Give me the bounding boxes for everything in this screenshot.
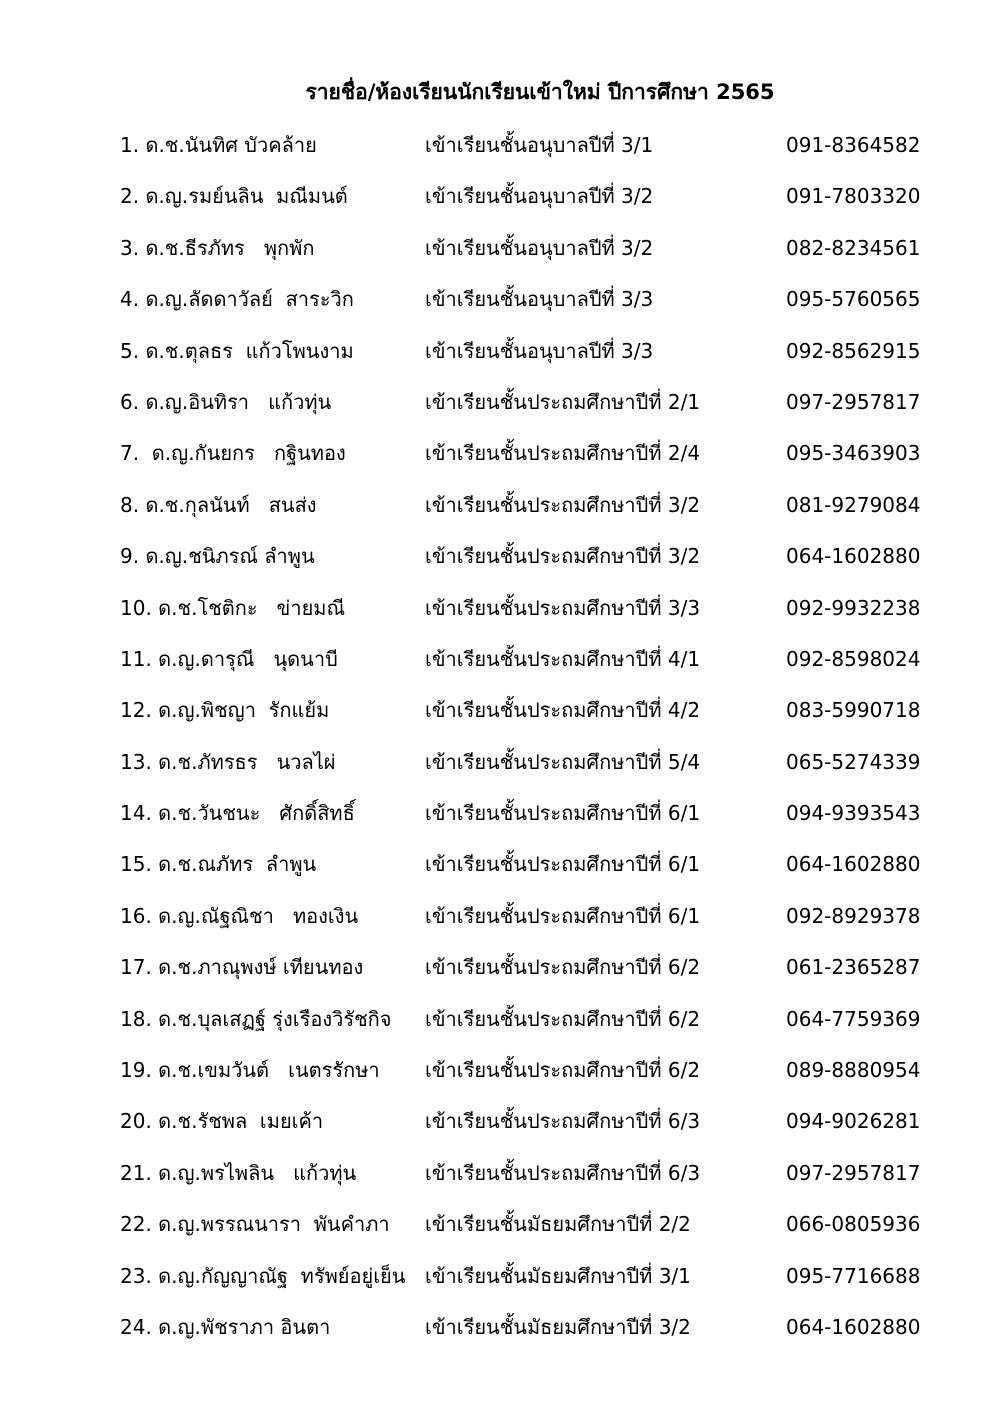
student-name: ด.ญ.ชนิภรณ์ ลำพูน — [145, 544, 315, 569]
student-number-and-name — [120, 287, 354, 311]
student-class: เข้าเรียนชั้นประถมศึกษาปีที่ 4/1 — [425, 646, 701, 671]
student-row — [0, 1149, 1000, 1200]
student-number: 1. — [120, 133, 140, 157]
student-number-and-name — [120, 750, 336, 774]
student-number-and-name — [120, 596, 345, 620]
student-row — [0, 584, 1000, 635]
student-class: เข้าเรียนชั้นมัธยมศึกษาปีที่ 2/2 — [425, 1212, 691, 1237]
student-number: 19. — [120, 1058, 152, 1083]
student-number-and-name — [120, 1109, 323, 1133]
student-number: 11. — [120, 646, 152, 671]
student-number: 18. — [120, 1006, 152, 1031]
student-name: ด.ช.ธีรภัทร พุกพัก — [145, 235, 315, 260]
student-phone: 092-8598024 — [786, 646, 921, 671]
student-class: เข้าเรียนชั้นประถมศึกษาปีที่ 6/1 — [425, 852, 701, 877]
student-number: 9. — [120, 544, 140, 569]
student-number-and-name — [120, 133, 317, 157]
student-class: เข้าเรียนชั้นประถมศึกษาปีที่ 6/2 — [425, 1006, 701, 1031]
student-row — [0, 532, 1000, 583]
student-row — [0, 172, 1000, 223]
student-row — [0, 738, 1000, 789]
student-number-and-name — [120, 955, 363, 979]
student-number: 4. — [120, 287, 140, 312]
student-number: 23. — [120, 1263, 152, 1288]
student-phone: 064-1602880 — [786, 852, 921, 877]
student-name: ด.ญ.พรไพลิน แก้วทุ่น — [158, 1160, 357, 1185]
student-row — [0, 481, 1000, 532]
student-name: ด.ญ.พัชราภา อินตา — [158, 1314, 331, 1339]
student-class: เข้าเรียนชั้นประถมศึกษาปีที่ 3/3 — [425, 595, 701, 620]
student-name: ด.ญ.อินทิรา แก้วทุ่น — [145, 389, 332, 414]
student-class: เข้าเรียนชั้นประถมศึกษาปีที่ 6/3 — [425, 1160, 701, 1185]
student-class: เข้าเรียนชั้นประถมศึกษาปีที่ 4/2 — [425, 698, 701, 723]
student-row — [0, 943, 1000, 994]
student-class: เข้าเรียนชั้นอนุบาลปีที่ 3/3 — [425, 287, 654, 312]
student-number: 10. — [120, 595, 152, 620]
student-row — [0, 429, 1000, 480]
student-number-and-name — [120, 1212, 390, 1236]
student-phone: 094-9393543 — [786, 801, 921, 826]
student-phone: 097-2957817 — [786, 1160, 921, 1185]
student-number: 6. — [120, 389, 140, 414]
student-row — [0, 1252, 1000, 1303]
student-number-and-name — [120, 904, 358, 928]
student-name: ด.ญ.ณัฐณิชา ทองเงิน — [158, 903, 359, 928]
student-phone: 094-9026281 — [786, 1109, 921, 1134]
student-phone: 083-5990718 — [786, 698, 921, 723]
student-number: 8. — [120, 492, 140, 517]
student-row — [0, 224, 1000, 275]
student-number: 15. — [120, 852, 152, 877]
student-class: เข้าเรียนชั้นอนุบาลปีที่ 3/1 — [425, 133, 654, 157]
student-number: 17. — [120, 955, 152, 980]
student-phone: 091-8364582 — [786, 133, 921, 157]
student-phone: 089-8880954 — [786, 1058, 921, 1083]
student-number: 2. — [120, 184, 140, 209]
student-phone: 082-8234561 — [786, 235, 921, 260]
student-phone: 081-9279084 — [786, 492, 921, 517]
student-number: 7. — [120, 441, 140, 466]
student-row — [0, 1046, 1000, 1097]
student-class: เข้าเรียนชั้นประถมศึกษาปีที่ 2/1 — [425, 389, 701, 414]
student-class: เข้าเรียนชั้นประถมศึกษาปีที่ 6/3 — [425, 1109, 701, 1134]
student-class: เข้าเรียนชั้นประถมศึกษาปีที่ 6/2 — [425, 1058, 701, 1083]
student-class: เข้าเรียนชั้นประถมศึกษาปีที่ 5/4 — [425, 749, 701, 774]
student-number-and-name — [120, 1264, 405, 1288]
student-phone: 091-7803320 — [786, 184, 921, 209]
student-number: 20. — [120, 1109, 152, 1134]
student-row — [0, 789, 1000, 840]
student-name: ด.ญ.พิชญา รักแย้ม — [158, 698, 330, 723]
student-phone: 064-7759369 — [786, 1006, 921, 1031]
student-number-and-name — [120, 493, 317, 517]
student-row — [0, 1200, 1000, 1251]
student-number: 12. — [120, 698, 152, 723]
student-phone: 092-9932238 — [786, 595, 921, 620]
student-name: ด.ช.กุลนันท์ สนส่ง — [145, 492, 317, 517]
student-name: ด.ช.ณภัทร ลำพูน — [158, 852, 317, 877]
student-phone: 092-8929378 — [786, 903, 921, 928]
student-phone: 092-8562915 — [786, 338, 921, 363]
student-number-and-name — [120, 1007, 392, 1031]
student-phone: 097-2957817 — [786, 389, 921, 414]
student-number: 22. — [120, 1212, 152, 1237]
student-number-and-name — [120, 698, 329, 722]
student-class: เข้าเรียนชั้นอนุบาลปีที่ 3/2 — [425, 184, 654, 209]
student-phone: 061-2365287 — [786, 955, 921, 980]
student-row — [0, 121, 1000, 172]
student-row — [0, 840, 1000, 891]
student-phone: 065-5274339 — [786, 749, 921, 774]
student-name: ด.ญ.พรรณนารา พันคำภา — [158, 1212, 390, 1237]
student-class: เข้าเรียนชั้นมัธยมศึกษาปีที่ 3/1 — [425, 1263, 691, 1288]
student-row — [0, 378, 1000, 429]
student-number-and-name — [120, 544, 315, 568]
student-row — [0, 1097, 1000, 1148]
student-number: 16. — [120, 903, 152, 928]
student-number: 3. — [120, 235, 140, 260]
student-name: ด.ช.นันทิศ บัวคล้าย — [145, 133, 317, 157]
student-phone: 064-1602880 — [786, 1314, 921, 1339]
student-name: ด.ญ.ดารุณี นุดนาบี — [158, 646, 338, 671]
student-name: ด.ญ.กันยกร กฐินทอง — [145, 441, 346, 466]
student-row — [0, 995, 1000, 1046]
student-row — [0, 635, 1000, 686]
student-class: เข้าเรียนชั้นอนุบาลปีที่ 3/2 — [425, 235, 654, 260]
student-phone: 095-5760565 — [786, 287, 921, 312]
student-number: 5. — [120, 338, 140, 363]
student-row — [0, 1303, 1000, 1354]
student-number: 24. — [120, 1314, 152, 1339]
student-number-and-name — [120, 852, 316, 876]
student-class: เข้าเรียนชั้นมัธยมศึกษาปีที่ 3/2 — [425, 1314, 691, 1339]
student-class: เข้าเรียนชั้นประถมศึกษาปีที่ 6/1 — [425, 903, 701, 928]
student-phone: 064-1602880 — [786, 544, 921, 569]
student-name: ด.ช.ภัทรธร นวลไผ่ — [158, 749, 336, 774]
student-class: เข้าเรียนชั้นประถมศึกษาปีที่ 2/4 — [425, 441, 701, 466]
student-number-and-name — [120, 801, 355, 825]
student-number: 21. — [120, 1160, 152, 1185]
student-name: ด.ช.รัชพล เมยเค้า — [158, 1109, 324, 1134]
student-class: เข้าเรียนชั้นประถมศึกษาปีที่ 6/1 — [425, 801, 701, 826]
student-class: เข้าเรียนชั้นอนุบาลปีที่ 3/3 — [425, 338, 654, 363]
student-number-and-name — [120, 441, 346, 465]
student-number-and-name — [120, 390, 331, 414]
student-number-and-name — [120, 1315, 330, 1339]
student-phone: 095-3463903 — [786, 441, 921, 466]
student-phone: 066-0805936 — [786, 1212, 921, 1237]
student-class: เข้าเรียนชั้นประถมศึกษาปีที่ 3/2 — [425, 544, 701, 569]
student-list — [0, 121, 1000, 1354]
student-name: ด.ญ.กัญญาณัฐ ทรัพย์อยู่เย็น — [158, 1263, 406, 1288]
student-number-and-name — [120, 647, 338, 671]
student-name: ด.ช.บุลเสฏฐ์ รุ่งเรืองวิรัชกิจ — [158, 1006, 392, 1031]
page-title: รายชื่อ/ห้องเรียนนักเรียนเข้าใหม่ ปีการศึกษา 2565 — [305, 80, 775, 104]
student-row — [0, 327, 1000, 378]
student-number-and-name — [120, 339, 354, 363]
student-number-and-name — [120, 184, 348, 208]
student-number-and-name — [120, 236, 314, 260]
student-number-and-name — [120, 1161, 356, 1185]
student-name: ด.ช.ตุลธร แก้วโพนงาม — [145, 338, 354, 363]
student-name: ด.ญ.รมย์นลิน มณีมนต์ — [145, 184, 348, 209]
student-number: 14. — [120, 801, 152, 826]
student-name: ด.ญ.ลัดดาวัลย์ สาระวิก — [145, 287, 354, 312]
student-name: ด.ช.ภาณุพงษ์ เทียนทอง — [158, 955, 364, 980]
student-row — [0, 686, 1000, 737]
student-class: เข้าเรียนชั้นประถมศึกษาปีที่ 6/2 — [425, 955, 701, 980]
student-phone: 095-7716688 — [786, 1263, 921, 1288]
student-name: ด.ช.วันชนะ ศักดิ์สิทธิ์ — [158, 801, 355, 826]
student-row — [0, 275, 1000, 326]
student-name: ด.ช.โชติกะ ข่ายมณี — [158, 595, 346, 620]
student-number-and-name — [120, 1058, 380, 1082]
student-row — [0, 892, 1000, 943]
student-number: 13. — [120, 749, 152, 774]
student-name: ด.ช.เขมวันต์ เนตรรักษา — [158, 1058, 380, 1083]
student-class: เข้าเรียนชั้นประถมศึกษาปีที่ 3/2 — [425, 492, 701, 517]
